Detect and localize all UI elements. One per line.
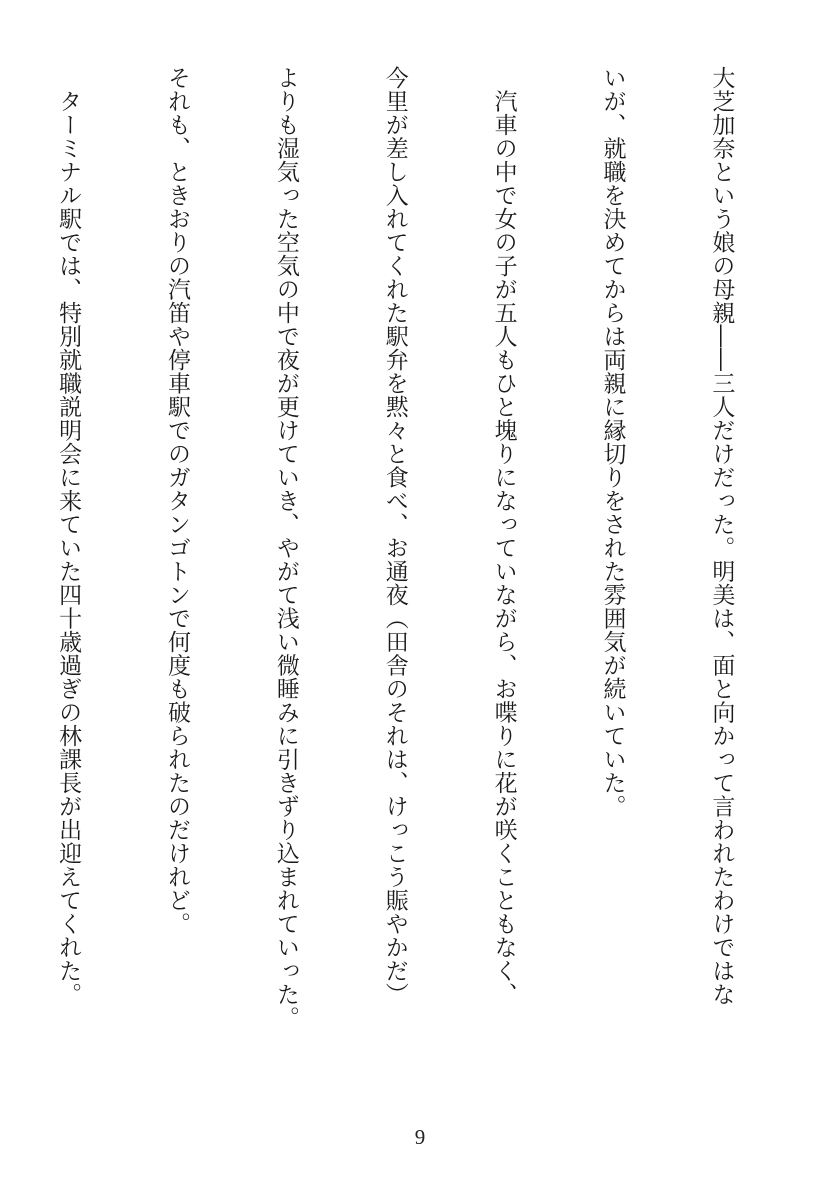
text-line: それも、ときおりの汽笛や停車駅でのガタンゴトンで何度も破られたのだけれど。 (163, 66, 190, 936)
text-line: ターミナル駅では、特別就職説明会に来ていた四十歳過ぎの林課長が出迎えてくれた。 (55, 66, 82, 1006)
text-line: よりも湿気った空気の中で夜が更けていき、やがて浅い微睡みに引きずり込まれていった。 (272, 66, 299, 1030)
text-line: 今里が差し入れてくれた駅弁を黙々と食べ、お通夜（田舎のそれは、けっこう賑やかだ） (381, 66, 408, 1006)
text-line: いが、就職を決めてからは両親に縁切りをされた雰囲気が続いていた。 (599, 66, 626, 818)
page-number: 9 (414, 1125, 426, 1149)
body-text (0, 66, 812, 1030)
text-line: 汽車の中で女の子が五人もひと塊りになっていながら、お喋りに花が咲くこともなく、 (490, 66, 517, 1006)
text-line: 大芝加奈という娘の母親――三人だけだった。明美は、面と向かって言われたわけではな (708, 66, 735, 1006)
